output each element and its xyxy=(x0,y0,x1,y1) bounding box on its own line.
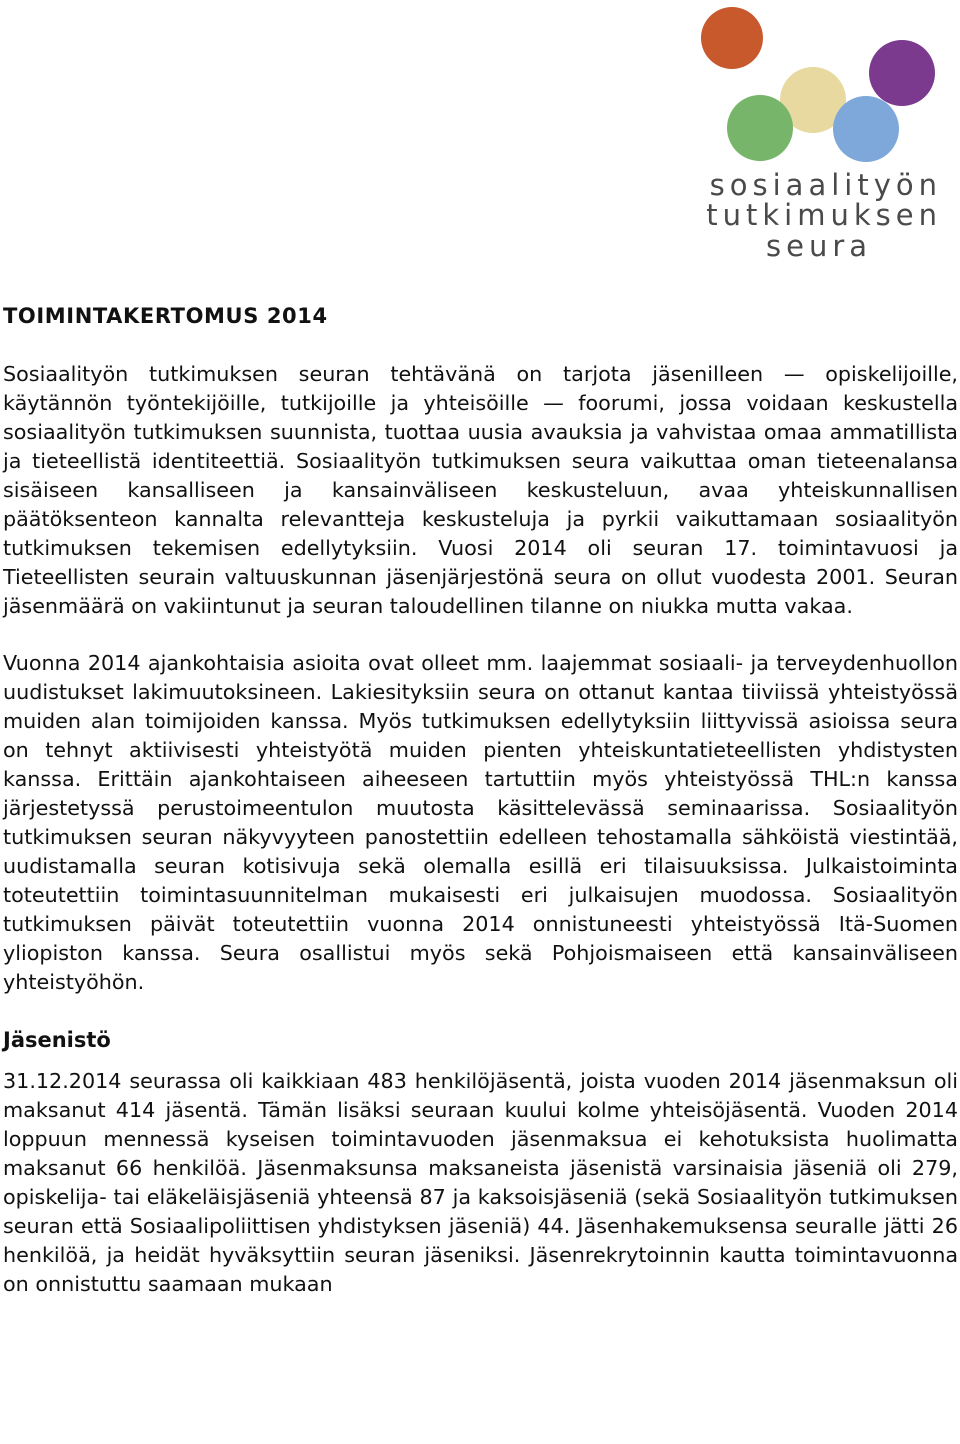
spacer xyxy=(3,997,958,1025)
document-title: TOIMINTAKERTOMUS 2014 xyxy=(3,304,328,328)
logo-circle-green xyxy=(727,95,793,161)
spacer xyxy=(3,621,958,649)
logo-text-line-1: sosiaalityön xyxy=(709,168,942,202)
intro-paragraph: Sosiaalityön tutkimuksen seuran tehtävänä on tarjota jäsenilleen — opiskelijoille, käytännön työntekijöille, tutkijoille ja yhteisöille — foorumi, jossa voidaan keskustella sosiaalityön tutkimuksen suunnista, tuottaa uusia avauksia ja vahvistaa omaa ammatillista ja tieteellistä identiteettiä. Sosiaalityön tutkimuksen seura vaikuttaa oman tieteenalansa sisäiseen kansalliseen ja kansainväliseen keskusteluun, avaa yhteiskunnallisen päätöksenteon kannalta relevantteja keskusteluja ja pyrkii vaikuttamaan sosiaalityön tutkimuksen tekemisen edellytyksiin. Vuosi 2014 oli seuran 17. toimintavuosi ja Tieteellisten seurain valtuuskunnan jäsenjärjestönä seura on ollut vuodesta 2001. Seuran jäsenmäärä on vakiintunut ja seuran taloudellinen tilanne on niukka mutta vakaa. xyxy=(3,362,958,618)
logo-circle-orange xyxy=(701,7,763,69)
members-paragraph: 31.12.2014 seurassa oli kaikkiaan 483 henkilöjäsentä, joista vuoden 2014 jäsenmaksun oli maksanut 414 jäsentä. Tämän lisäksi seuraan kuului kolme yhteisöjäsentä. Vuoden 2014 loppuun mennessä kyseisen toimintavuoden jäsenmaksua ei kehotuksista huolimatta maksanut 66 henkilöä. Jäsenmaksunsa maksaneista jäsenistä varsinaisia jäseniä oli 279, opiskelija- tai eläkeläisjäseniä yhteensä 87 ja kaksoisjäseniä (sekä Sosiaalityön tutkimuksen seuran että Sosiaalipoliittisen yhdistyksen jäseniä) 44. Jäsenhakemuksensa seuralle jätti 26 henkilöä, ja heidät hyväksyttiin seuran jäseniksi. Jäsenrekrytoinnin kautta toimintavuonna on onnistuttu saamaan mukaan xyxy=(3,1069,958,1296)
logo-circle-blue xyxy=(833,96,899,162)
logo-text-line-2: tutkimuksen xyxy=(706,198,942,232)
members-heading: Jäsenistö xyxy=(3,1028,111,1052)
document-body xyxy=(3,301,958,1299)
logo-circles-graphic xyxy=(690,0,960,170)
spacer xyxy=(3,331,958,360)
logo-text-line-3: seura xyxy=(766,229,873,263)
spacer xyxy=(3,1055,958,1067)
logo-circle-purple xyxy=(869,40,935,106)
topics-paragraph: Vuonna 2014 ajankohtaisia asioita ovat olleet mm. laajemmat sosiaali- ja terveydenhuollon uudistukset lakimuutoksineen. Lakiesityksiin seura on ottanut kantaa tiiviissä yhteistyössä muiden alan toimijoiden kanssa. Myös tutkimuksen edellytyksiin liittyvissä asioissa seura on tehnyt aktiivisesti yhteistyötä muiden pienten yhteiskuntatieteellisten yhdistysten kanssa. Erittäin ajankohtaiseen aiheeseen tartuttiin myös yhteistyössä THL:n kanssa järjestetyssä perustoimeentulon muutosta käsittelevässä seminaarissa. Sosiaalityön tutkimuksen seuran näkyvyyteen panostettiin edelleen tehostamalla sähköistä viestintää, uudistamalla seuran kotisivuja sekä olemalla esillä eri tilaisuuksissa. Julkaistoiminta toteutettiin toimintasuunnitelman mukaisesti eri julkaisujen muodossa. Sosiaalityön tutkimuksen päivät toteutettiin vuonna 2014 onnistuneesti yhteistyössä Itä-Suomen yliopiston kanssa. Seura osallistui myös sekä Pohjoismaiseen että kansainväliseen yhteistyöhön. xyxy=(3,651,958,994)
society-logo xyxy=(690,0,960,270)
